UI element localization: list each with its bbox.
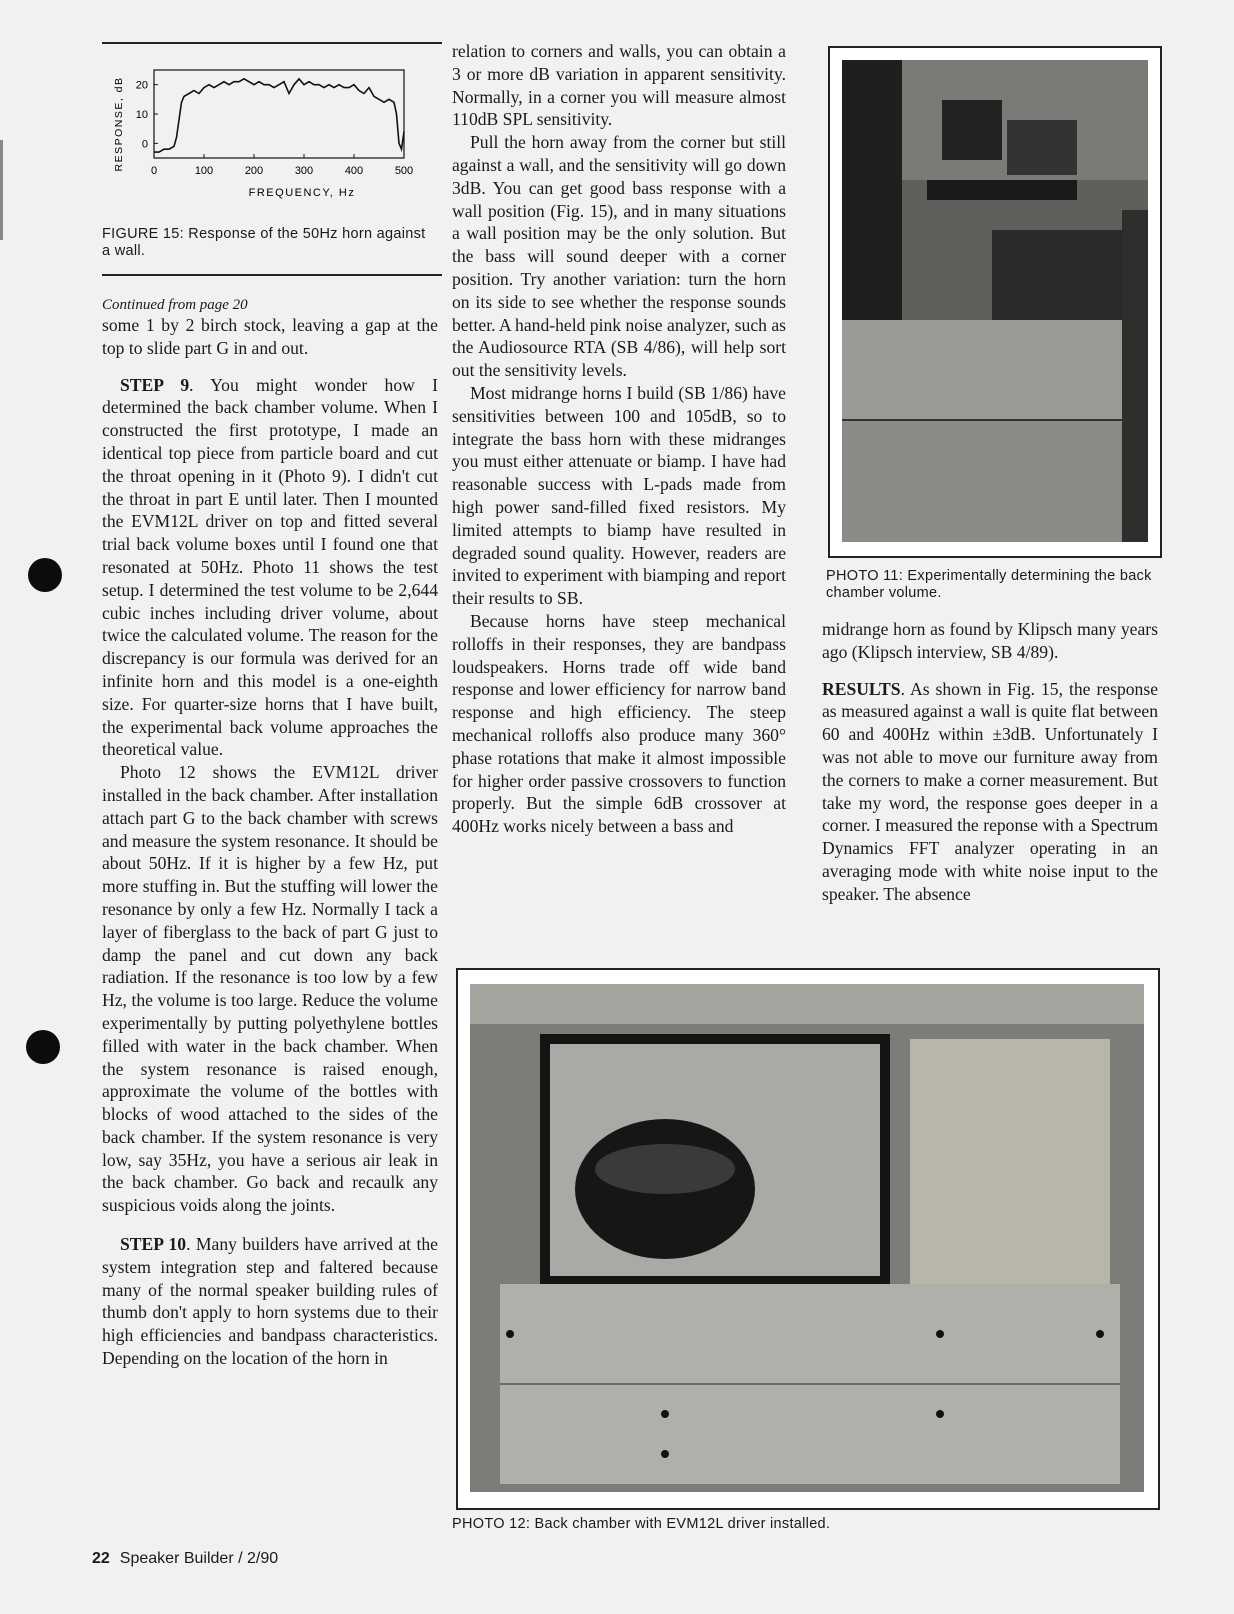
photo-11-image: [842, 60, 1148, 542]
page-footer: [92, 1550, 278, 1568]
figure-bottom-rule: [102, 274, 442, 276]
results-label: RESULTS: [822, 678, 901, 699]
paragraph: relation to corners and walls, you can obtain a 3 or more dB variation in apparent sensitivity. Normally, in a corner you will measure almost 110dB SPL sensitivity.: [452, 41, 786, 130]
scan-edge: [0, 140, 3, 240]
x-axis-label: FREQUENCY, Hz: [248, 187, 356, 199]
step-9-paragraph: STEP 9. You might wonder how I determined the back chamber volume. When I constructed the first prototype, I made an identical top piece from particle board and cut the throat opening in it (Photo 9). I didn't cut the throat in part E until later. Then I mounted the EVM12L driver on top and fitted several trial back volume boxes until I found one that resonated at 50Hz. Photo 11 shows the test setup. I determined the test volume to be 2,644 cubic inches including driver volume, about twice the calculated volume. The reason for the discrepancy is our formula was derived for an infinite horn and this model is a one-eighth size. For quarter-size horns that I have built, the experimental back volume approaches the theoretical value.: [102, 374, 438, 760]
column-2: [452, 40, 786, 838]
photo-12-image: [470, 984, 1144, 1492]
y-tick-label: 0: [141, 138, 148, 151]
step-10-label: STEP 10: [120, 1234, 187, 1255]
photo-12-caption: PHOTO 12: Back chamber with EVM12L driver installed.: [452, 1516, 831, 1532]
results-paragraph: RESULTS. As shown in Fig. 15, the response as measured against a wall is quite flat between 60 and 400Hz within ±3dB. Unfortunately I was not able to move our furniture away from the corners to make a corner measurement. But take my word, the response goes deeper in a corner. I measured the reponse with a Spectrum Dynamics FFT analyzer operating in an averaging mode with white noise input to the speaker. The absence: [822, 678, 1158, 904]
x-tick-label: 200: [244, 165, 264, 177]
y-axis-label: RESPONSE, dB: [113, 76, 125, 172]
figure-15-chart: [102, 50, 442, 210]
photo-12: [456, 968, 1160, 1510]
y-tick-label: 20: [135, 79, 148, 92]
column-1: [102, 296, 438, 1370]
x-tick-label: 100: [194, 165, 214, 177]
paragraph: Because horns have steep mechanical rolloffs in their responses, they are bandpass loudspeakers. Horns trade off wide band response and lower efficiency for narrow band response and high efficiency. The steep mechanical rolloffs also produce many 360° phase rotations that make it almost impossible for higher order passive crossovers to function properly. But the simple 6dB crossover at 400Hz works nicely between a bass and: [452, 610, 786, 837]
response-curve: [154, 79, 404, 152]
x-tick-label: 500: [394, 165, 414, 177]
x-tick-label: 400: [344, 165, 364, 177]
x-tick-label: 300: [294, 165, 314, 177]
plot-frame: [154, 70, 404, 158]
paragraph: midrange horn as found by Klipsch many years ago (Klipsch interview, SB 4/89).: [822, 619, 1158, 662]
y-tick-label: 10: [135, 109, 148, 121]
binder-hole-top: [28, 558, 62, 592]
paragraph: Pull the horn away from the corner but still against a wall, and the sensitivity will go down 3dB. You can get good bass response with a wall position (Fig. 15), and in many situations a wall position may be the only solution. But the bass will sound deeper with a corner position. Try another variation: turn the horn on its side to see whether the response sounds better. A hand-held pink noise analyzer, such as the Audiosource RTA (SB 4/86), will help sort out the sensitivity levels.: [452, 132, 786, 381]
paragraph: Photo 12 shows the EVM12L driver installed in the back chamber. After installation attach part G to the back chamber with screws and measure the system resonance. It should be about 50Hz. If it is higher by a few Hz, put more stuffing in. But the stuffing will lower the resonance by only a few Hz. Normally I tack a layer of fiberglass to the back of part G just to damp the panel and cut down any back radiation. If the resonance is too low by a few Hz, the volume is too large. Reduce the volume experimentally by putting polyethylene bottles filled with water in the back chamber. When the system resonance is raised enough, approximate the volume of the bottles with blocks of wood attached to the sides of the back chamber. If the system resonance is very low, say 35Hz, you have a serious air leak in the back chamber. Go back and recaulk any suspicious voids along the joints.: [102, 762, 438, 1216]
publication-name: Speaker Builder / 2/90: [119, 1550, 279, 1567]
paragraph: Most midrange horns I build (SB 1/86) have sensitivities between 100 and 105dB, so to integrate the bass horn with these midranges you must either attenuate or biamp. I have had reasonable success with L-pads made from high power sand-filled fixed resistors. My limited attempts to biamp have resulted in degraded sound quality. However, readers are invited to experiment with biamping and report their results to SB.: [452, 382, 786, 609]
column-3: [822, 618, 1158, 906]
paragraph: some 1 by 2 birch stock, leaving a gap at the top to slide part G in and out.: [102, 315, 438, 358]
continued-note: Continued from page 20: [102, 297, 248, 313]
x-tick-label: 0: [150, 165, 158, 177]
binder-hole-bottom: [26, 1030, 60, 1064]
page-number: 22: [92, 1550, 110, 1567]
figure-15-caption: FIGURE 15: Response of the 50Hz horn against a wall.: [102, 226, 426, 259]
photo-11: [828, 46, 1162, 558]
step-9-label: STEP 9: [120, 374, 190, 395]
step-10-paragraph: STEP 10. Many builders have arrived at the system integration step and faltered because many of the normal speaker building rules of thumb don't apply to horn systems due to their high efficiencies and bandpass characteristics. Depending on the location of the horn in: [102, 1234, 438, 1369]
photo-11-caption: PHOTO 11: Experimentally determining the back chamber volume.: [826, 568, 1152, 601]
figure-top-rule: [102, 42, 442, 44]
